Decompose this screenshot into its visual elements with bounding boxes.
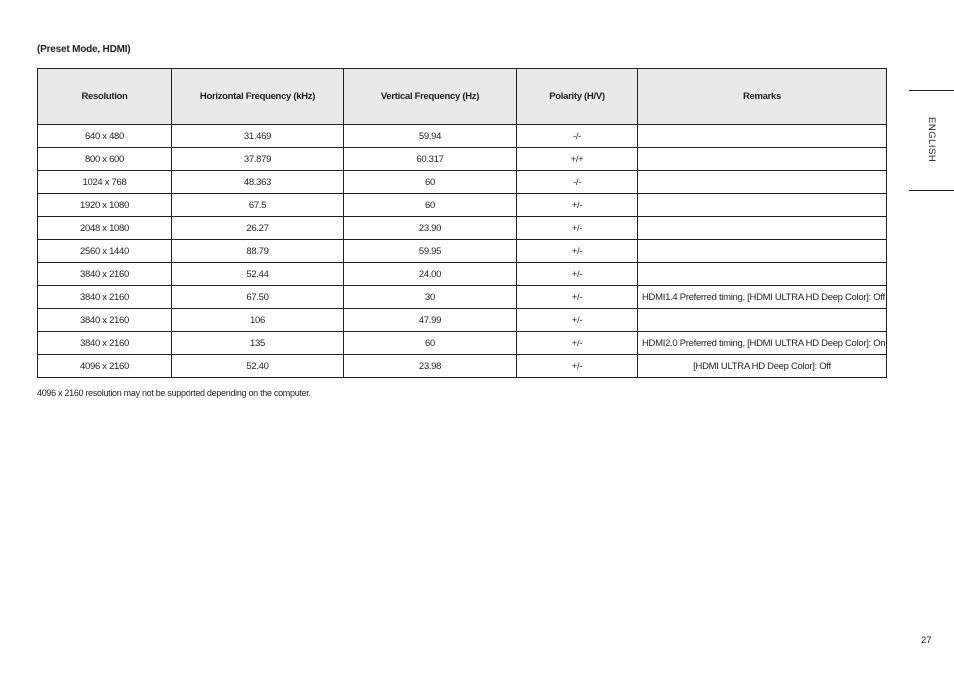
table-row	[38, 286, 887, 309]
cell-horizontal: 37.879	[172, 148, 344, 171]
cell-polarity: -/-	[517, 125, 638, 148]
cell-vertical: 59.94	[344, 125, 517, 148]
cell-horizontal: 135	[172, 332, 344, 355]
cell-remarks: [HDMI ULTRA HD Deep Color]: Off	[638, 355, 887, 378]
table-row	[38, 309, 887, 332]
cell-horizontal: 48.363	[172, 171, 344, 194]
cell-remarks	[638, 309, 887, 332]
table-body	[38, 125, 887, 378]
cell-resolution: 3840 x 2160	[38, 286, 172, 309]
cell-horizontal: 67.5	[172, 194, 344, 217]
cell-vertical: 24.00	[344, 263, 517, 286]
header-vertical-frequency: Vertical Frequency (Hz)	[344, 69, 517, 125]
cell-resolution: 800 x 600	[38, 148, 172, 171]
cell-polarity: +/-	[517, 355, 638, 378]
cell-vertical: 23.90	[344, 217, 517, 240]
cell-horizontal: 88.79	[172, 240, 344, 263]
cell-vertical: 30	[344, 286, 517, 309]
cell-resolution: 2048 x 1080	[38, 217, 172, 240]
cell-remarks: HDMI2.0 Preferred timing, [HDMI ULTRA HD Deep Color]: On	[638, 332, 887, 355]
table-row	[38, 217, 887, 240]
cell-polarity: -/-	[517, 171, 638, 194]
cell-resolution: 3840 x 2160	[38, 332, 172, 355]
cell-remarks: HDMI1.4 Preferred timing, [HDMI ULTRA HD Deep Color]: Off	[638, 286, 887, 309]
table-row	[38, 171, 887, 194]
cell-vertical: 60.317	[344, 148, 517, 171]
cell-horizontal: 106	[172, 309, 344, 332]
cell-resolution: 2560 x 1440	[38, 240, 172, 263]
table-row	[38, 332, 887, 355]
header-horizontal-frequency: Horizontal Frequency (kHz)	[172, 69, 344, 125]
cell-polarity: +/-	[517, 240, 638, 263]
footnote: 4096 x 2160 resolution may not be supported depending on the computer.	[37, 388, 311, 398]
cell-polarity: +/-	[517, 217, 638, 240]
cell-vertical: 47.99	[344, 309, 517, 332]
section-title: (Preset Mode, HDMI)	[37, 44, 131, 55]
table-row	[38, 194, 887, 217]
cell-vertical: 23.98	[344, 355, 517, 378]
cell-remarks	[638, 125, 887, 148]
table-row	[38, 355, 887, 378]
cell-resolution: 1024 x 768	[38, 171, 172, 194]
cell-polarity: +/-	[517, 194, 638, 217]
cell-horizontal: 52.40	[172, 355, 344, 378]
cell-horizontal: 52.44	[172, 263, 344, 286]
cell-horizontal: 26.27	[172, 217, 344, 240]
cell-resolution: 1920 x 1080	[38, 194, 172, 217]
table-row	[38, 263, 887, 286]
cell-vertical: 60	[344, 194, 517, 217]
side-divider-top	[909, 90, 954, 91]
cell-remarks	[638, 217, 887, 240]
cell-remarks	[638, 194, 887, 217]
cell-resolution: 4096 x 2160	[38, 355, 172, 378]
cell-polarity: +/-	[517, 332, 638, 355]
page-number: 27	[921, 635, 932, 646]
table-row	[38, 148, 887, 171]
cell-resolution: 3840 x 2160	[38, 263, 172, 286]
cell-remarks	[638, 148, 887, 171]
cell-polarity: +/-	[517, 263, 638, 286]
table-row	[38, 240, 887, 263]
header-resolution: Resolution	[38, 69, 172, 125]
cell-polarity: +/+	[517, 148, 638, 171]
cell-remarks	[638, 240, 887, 263]
header-remarks: Remarks	[638, 69, 887, 125]
preset-mode-table	[37, 68, 887, 378]
cell-remarks	[638, 171, 887, 194]
cell-polarity: +/-	[517, 309, 638, 332]
table-header-row	[38, 69, 887, 125]
cell-resolution: 3840 x 2160	[38, 309, 172, 332]
table-row	[38, 125, 887, 148]
side-divider-bottom	[909, 190, 954, 191]
cell-polarity: +/-	[517, 286, 638, 309]
cell-horizontal: 67.50	[172, 286, 344, 309]
cell-vertical: 60	[344, 332, 517, 355]
cell-vertical: 60	[344, 171, 517, 194]
language-label: ENGLISH	[926, 117, 937, 163]
cell-horizontal: 31.469	[172, 125, 344, 148]
cell-remarks	[638, 263, 887, 286]
header-polarity: Polarity (H/V)	[517, 69, 638, 125]
cell-vertical: 59.95	[344, 240, 517, 263]
cell-resolution: 640 x 480	[38, 125, 172, 148]
